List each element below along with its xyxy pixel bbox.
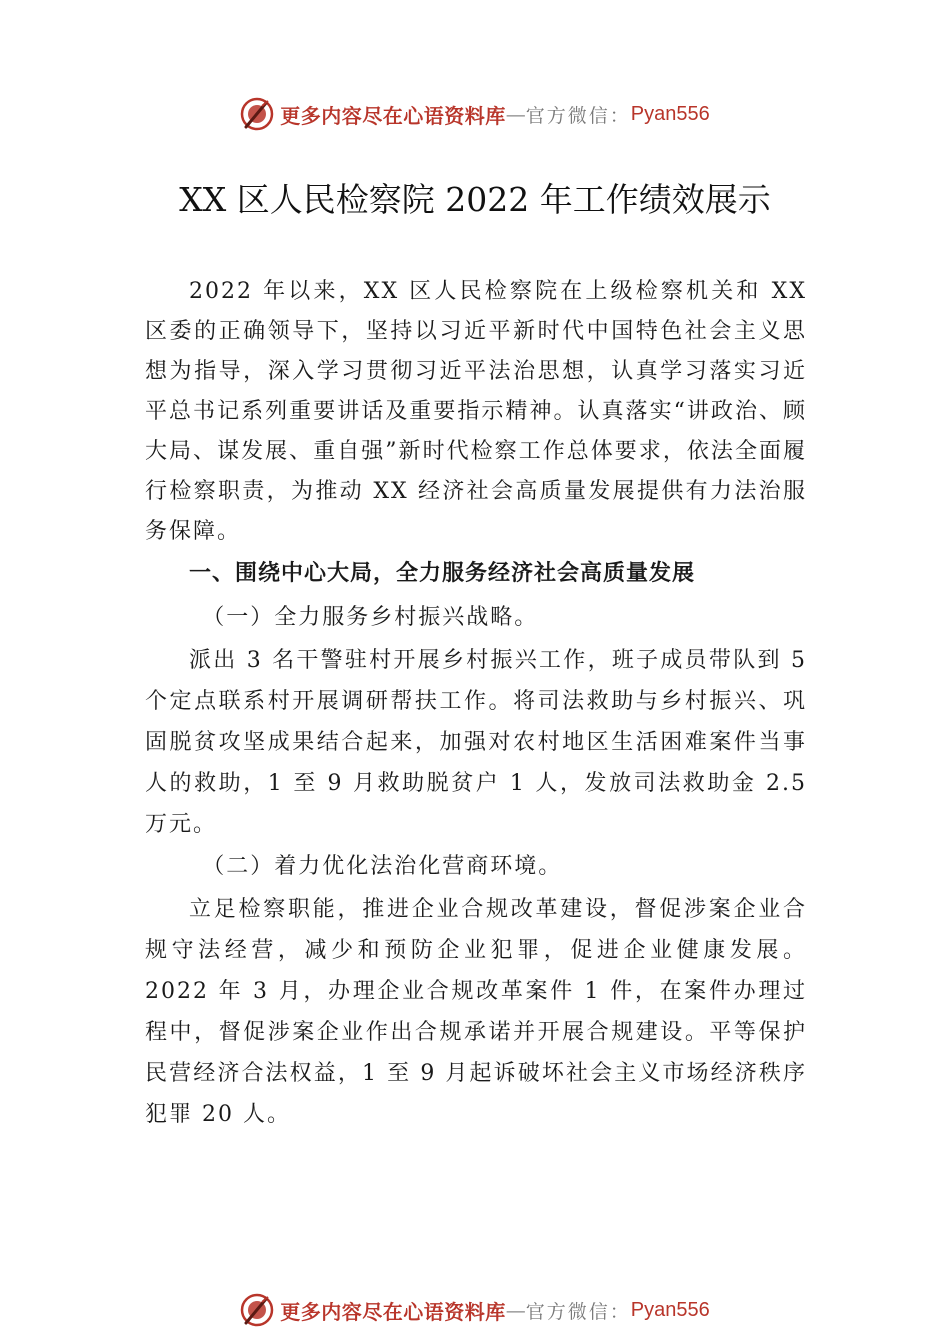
subsection-2-heading: （二）着力优化法治化营商环境。 [202, 854, 563, 879]
header-banner [0, 94, 950, 134]
banner-separator: — [505, 102, 526, 126]
section-1-heading: 一、围绕中心大局，全力服务经济社会高质量发展 [189, 561, 696, 586]
footer-banner [0, 1290, 950, 1330]
subsection-1-text: 派出 3 名干警驻村开展乡村振兴工作，班子成员带队到 5 个定点联系村开展调研帮扶工作。将司法救助与乡村振兴、巩固脱贫攻坚成果结合起来，加强对农村地区生活困难案件当事人的救助，1 至 9 月救助脱贫户 1 人，发放司法救助金 2.5 万元。 [145, 648, 807, 837]
banner-text: 更多内容尽在心语资料库 [280, 1299, 506, 1324]
pen-logo-icon [240, 1293, 274, 1327]
document-title: XX 区人民检察院 2022 年工作绩效展示 [179, 180, 771, 219]
banner-separator: — [505, 1298, 526, 1322]
banner-wechat-label: 官方微信： [525, 104, 631, 127]
pen-logo-icon [240, 97, 274, 131]
subsection-2-text: 立足检察职能，推进企业合规改革建设，督促涉案企业合规守法经营，减少和预防企业犯罪，促进企业健康发展。2022 年 3 月，办理企业合规改革案件 1 件，在案件办理过程中，督促涉案企业作出合规承诺并开展合规建设。平等保护民营经济合法权益，1 至 9 月起诉破坏社会主义市场经济秩序犯罪 20 人。 [145, 897, 807, 1127]
banner-wechat-id: Pyan556 [630, 102, 710, 125]
document-body [145, 272, 807, 1135]
banner-wechat-id: Pyan556 [630, 1298, 710, 1321]
subsection-1-heading: （一）全力服务乡村振兴战略。 [202, 605, 539, 630]
intro-paragraph: 2022 年以来，XX 区人民检察院在上级检察机关和 XX 区委的正确领导下，坚持以习近平新时代中国特色社会主义思想为指导，深入学习贯彻习近平法治思想，认真学习落实习近平总书记系列重要讲话及重要指示精神。认真落实“讲政治、顾大局、谋发展、重自强”新时代检察工作总体要求，依法全面履行检察职责，为推动 XX 经济社会高质量发展提供有力法治服务保障。 [145, 279, 807, 544]
banner-wechat-label: 官方微信： [525, 1300, 631, 1323]
banner-text: 更多内容尽在心语资料库 [280, 103, 506, 128]
